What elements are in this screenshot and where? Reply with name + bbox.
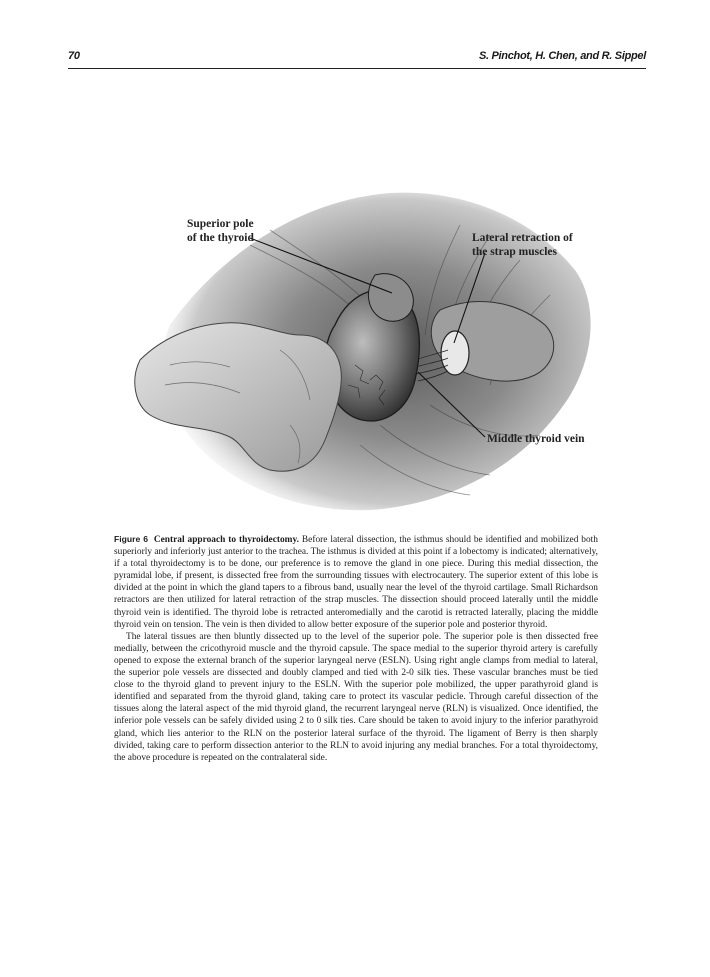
label-lateral-retraction-line1: Lateral retraction of <box>472 232 573 244</box>
caption-paragraph-2: The lateral tissues are then bluntly dissected up to the level of the superior pole. The superior pole is then dissected free medially, between the cricothyroid muscle and the thyroid capsule. The space medial to the superior thyroid artery is carefully opened to expose the external branch of the superior laryngeal nerve (ESLN). Using right angle clamps from medial to lateral, the superior pole vessels are dissected and doubly clamped and tied with 2-0 silk ties. These vascular branches must be tied close to the thyroid gland to prevent injury to the ESLN. With the superior pole mobilized, the upper parathyroid gland is identified and separated from the thyroid gland, taking care to protect its vascular pedicle. Through careful dissection of the tissues along the lateral aspect of the mid thyroid gland, the recurrent laryngeal nerve (RLN) is visualized. Once identified, the inferior pole vessels can be safely divided using 2 to 0 silk ties. Care should be taken to avoid injury to the inferior parathyroid gland, which lies anterior to the RLN on the posterior lateral surface of the thyroid. The ligament of Berry is then sharply divided, taking care to perform dissection anterior to the RLN to avoid injuring any medial branches. For a total thyroidectomy, the above procedure is repeated on the contralateral side. <box>114 631 598 763</box>
figure-title: Central approach to thyroidectomy. <box>153 535 299 545</box>
label-superior-pole-line2: of the thyroid <box>187 232 254 244</box>
figure-caption <box>114 533 598 764</box>
label-superior-pole <box>187 217 254 245</box>
label-middle-thyroid-vein: Middle thyroid vein <box>487 433 585 445</box>
page-number: 70 <box>68 50 80 62</box>
running-head-authors: S. Pinchot, H. Chen, and R. Sippel <box>478 50 646 62</box>
label-lateral-retraction-line2: the strap muscles <box>472 246 557 258</box>
page-header <box>68 50 646 69</box>
caption-paragraph-1-text: Before lateral dissection, the isthmus should be identified and mobilized both superiorly and inferiorly just anterior to the trachea. The isthmus is divided at this point if a lobectomy is indicated; alternatively, if a total thyroidectomy is to be done, our preference is to remove the gland in one piece. During this medial dissection, the pyramidal lobe, if present, is dissected free from the surrounding tissues with electrocautery. The superior extent of this lobe is divided at the point in which the gland tapers to a fibrous band, usually near the level of the thyroid cartilage. Small Richardson retractors are then utilized for lateral retraction of the strap muscles. The dissection should proceed laterally until the middle thyroid vein is identified. The thyroid lobe is retracted anteromedially and the carotid is retracted laterally, placing the middle thyroid vein on tension. The vein is then divided to allow better exposure of the superior pole and posterior thyroid. <box>114 535 598 630</box>
label-superior-pole-line1: Superior pole <box>187 218 254 230</box>
figure-label: Figure 6 <box>114 534 149 544</box>
label-lateral-retraction <box>472 231 573 259</box>
caption-paragraph-1 <box>114 533 598 631</box>
